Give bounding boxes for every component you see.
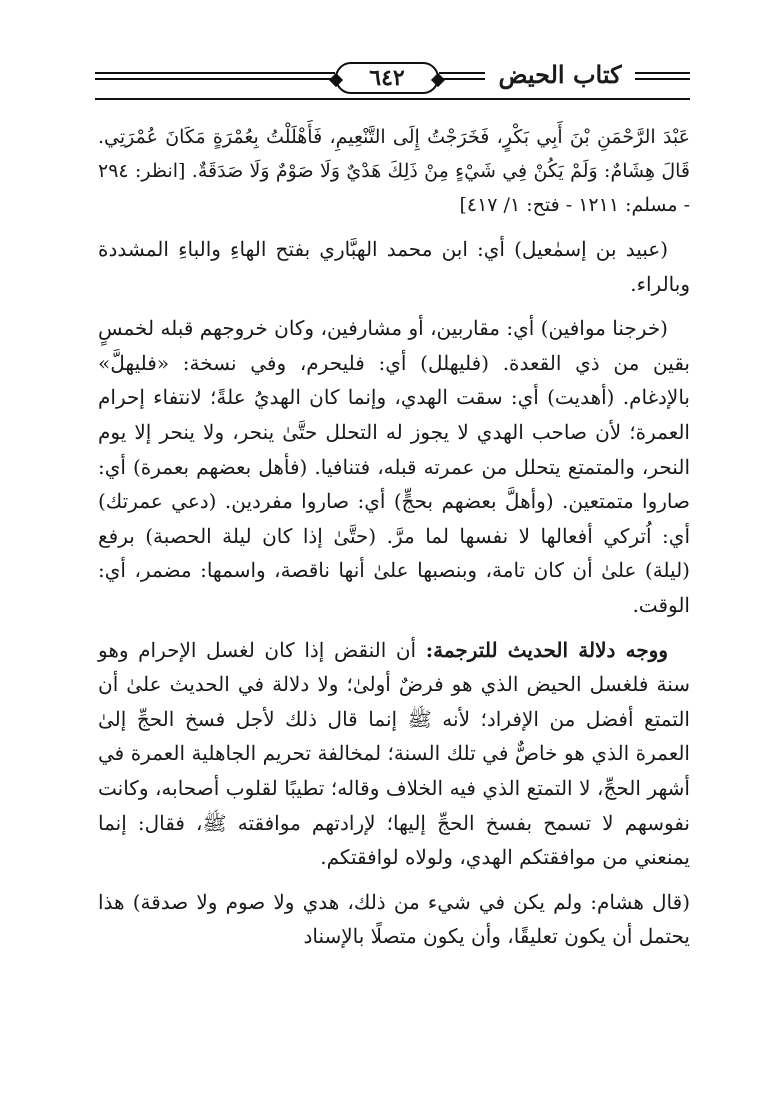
running-title: كتاب الحيض <box>498 60 622 89</box>
page-content <box>98 120 690 954</box>
paragraph-lead: ووجه دلالة الحديث للترجمة: <box>425 637 668 662</box>
page-number: ٦٤٢ <box>335 62 439 94</box>
commentary-paragraph-1: (عبيد بن إسمٰعيل) أي: ابن محمد الهبَّاري بفتح الهاءِ والباءِ المشددة وبالراء. <box>98 237 690 296</box>
hadith-text: عَبْدَ الرَّحْمَنِ بْنَ أَبِي بَكْرٍ، فَخَرَجْتُ إِلَى التَّنْعِيمِ، فَأَهْلَلْتُ بِعُمْرَةٍ مَكَانَ عُمْرَتِي. قَالَ هِشَامٌ: وَلَمْ يَكُنْ فِي شَيْءٍ مِنْ ذَلِكَ هَدْيٌ وَلَا صَوْمٌ وَلَا صَدَقَةٌ. [انظر: ٢٩٤ - مسلم: ١٢١١ - فتح: ١/ ٤١٧] <box>98 126 690 216</box>
commentary-paragraph-4: (قال هشام: ولم يكن في شيء من ذلك، هدي ولا صوم ولا صدقة) هذا يحتمل أن يكون تعليقًا، وأن يكون متصلًا بالإسناد <box>98 889 691 949</box>
page-header <box>95 52 690 102</box>
commentary-paragraph-3 <box>98 633 690 875</box>
paragraph-body: أن النقض إذا كان لغسل الإحرام وهو سنة فلغسل الحيض الذي هو فرضٌ أولىٰ؛ ولا دلالة في الحديث علىٰ أن التمتع أفضل من الإفراد؛ لأنه ﷺ إنما قال ذلك لأجل فسخ الحجِّ إلىٰ العمرة الذي هو خاصٌّ في تلك السنة؛ لمخالفة تحريم الجاهلية العمرة في أشهر الحجِّ، لا التمتع الذي فيه الخلاف وقاله؛ تطيبًا لقلوب أصحابه، وكانت نفوسهم لا تسمح بفسخ الحجِّ إليها؛ لإرادتهم موافقته ﷺ، فقال: إنما يمنعني من موافقتكم الهدي، ولولاه لوافقتكم. <box>98 637 690 870</box>
header-underline <box>95 98 690 100</box>
commentary-paragraph-2: (خرجنا موافين) أي: مقاربين، أو مشارفين، وكان خروجهم قبله لخمسٍ بقين من ذي القعدة. (فليهلل) أي: فليحرم، وفي نسخة: «فليهلَّ» بالإدغام. (أهديت) أي: سقت الهدي، وإنما كان الهديُ علةً؛ لانتفاء إحرام العمرة؛ لأن صاحب الهدي لا يجوز له التحلل حتَّىٰ ينحر، ولا ينحر إلا يوم النحر، والمتمتع يتحلل من عمرته قبله، فتنافيا. (فأهل بعضهم بعمرة) أي: صاروا متمتعين. (وأهلَّ بعضهم بحجٍّ) أي: صاروا مفردين. (دعي عمرتك) أي: اُتركي أفعالها لا نفسها لما مرَّ. (حتَّىٰ إذا كان ليلة الحصبة) برفع (ليلة) علىٰ أن كان تامة، وبنصبها علىٰ أنها ناقصة، واسمها: مضمر، أي: الوقت. <box>98 316 690 617</box>
